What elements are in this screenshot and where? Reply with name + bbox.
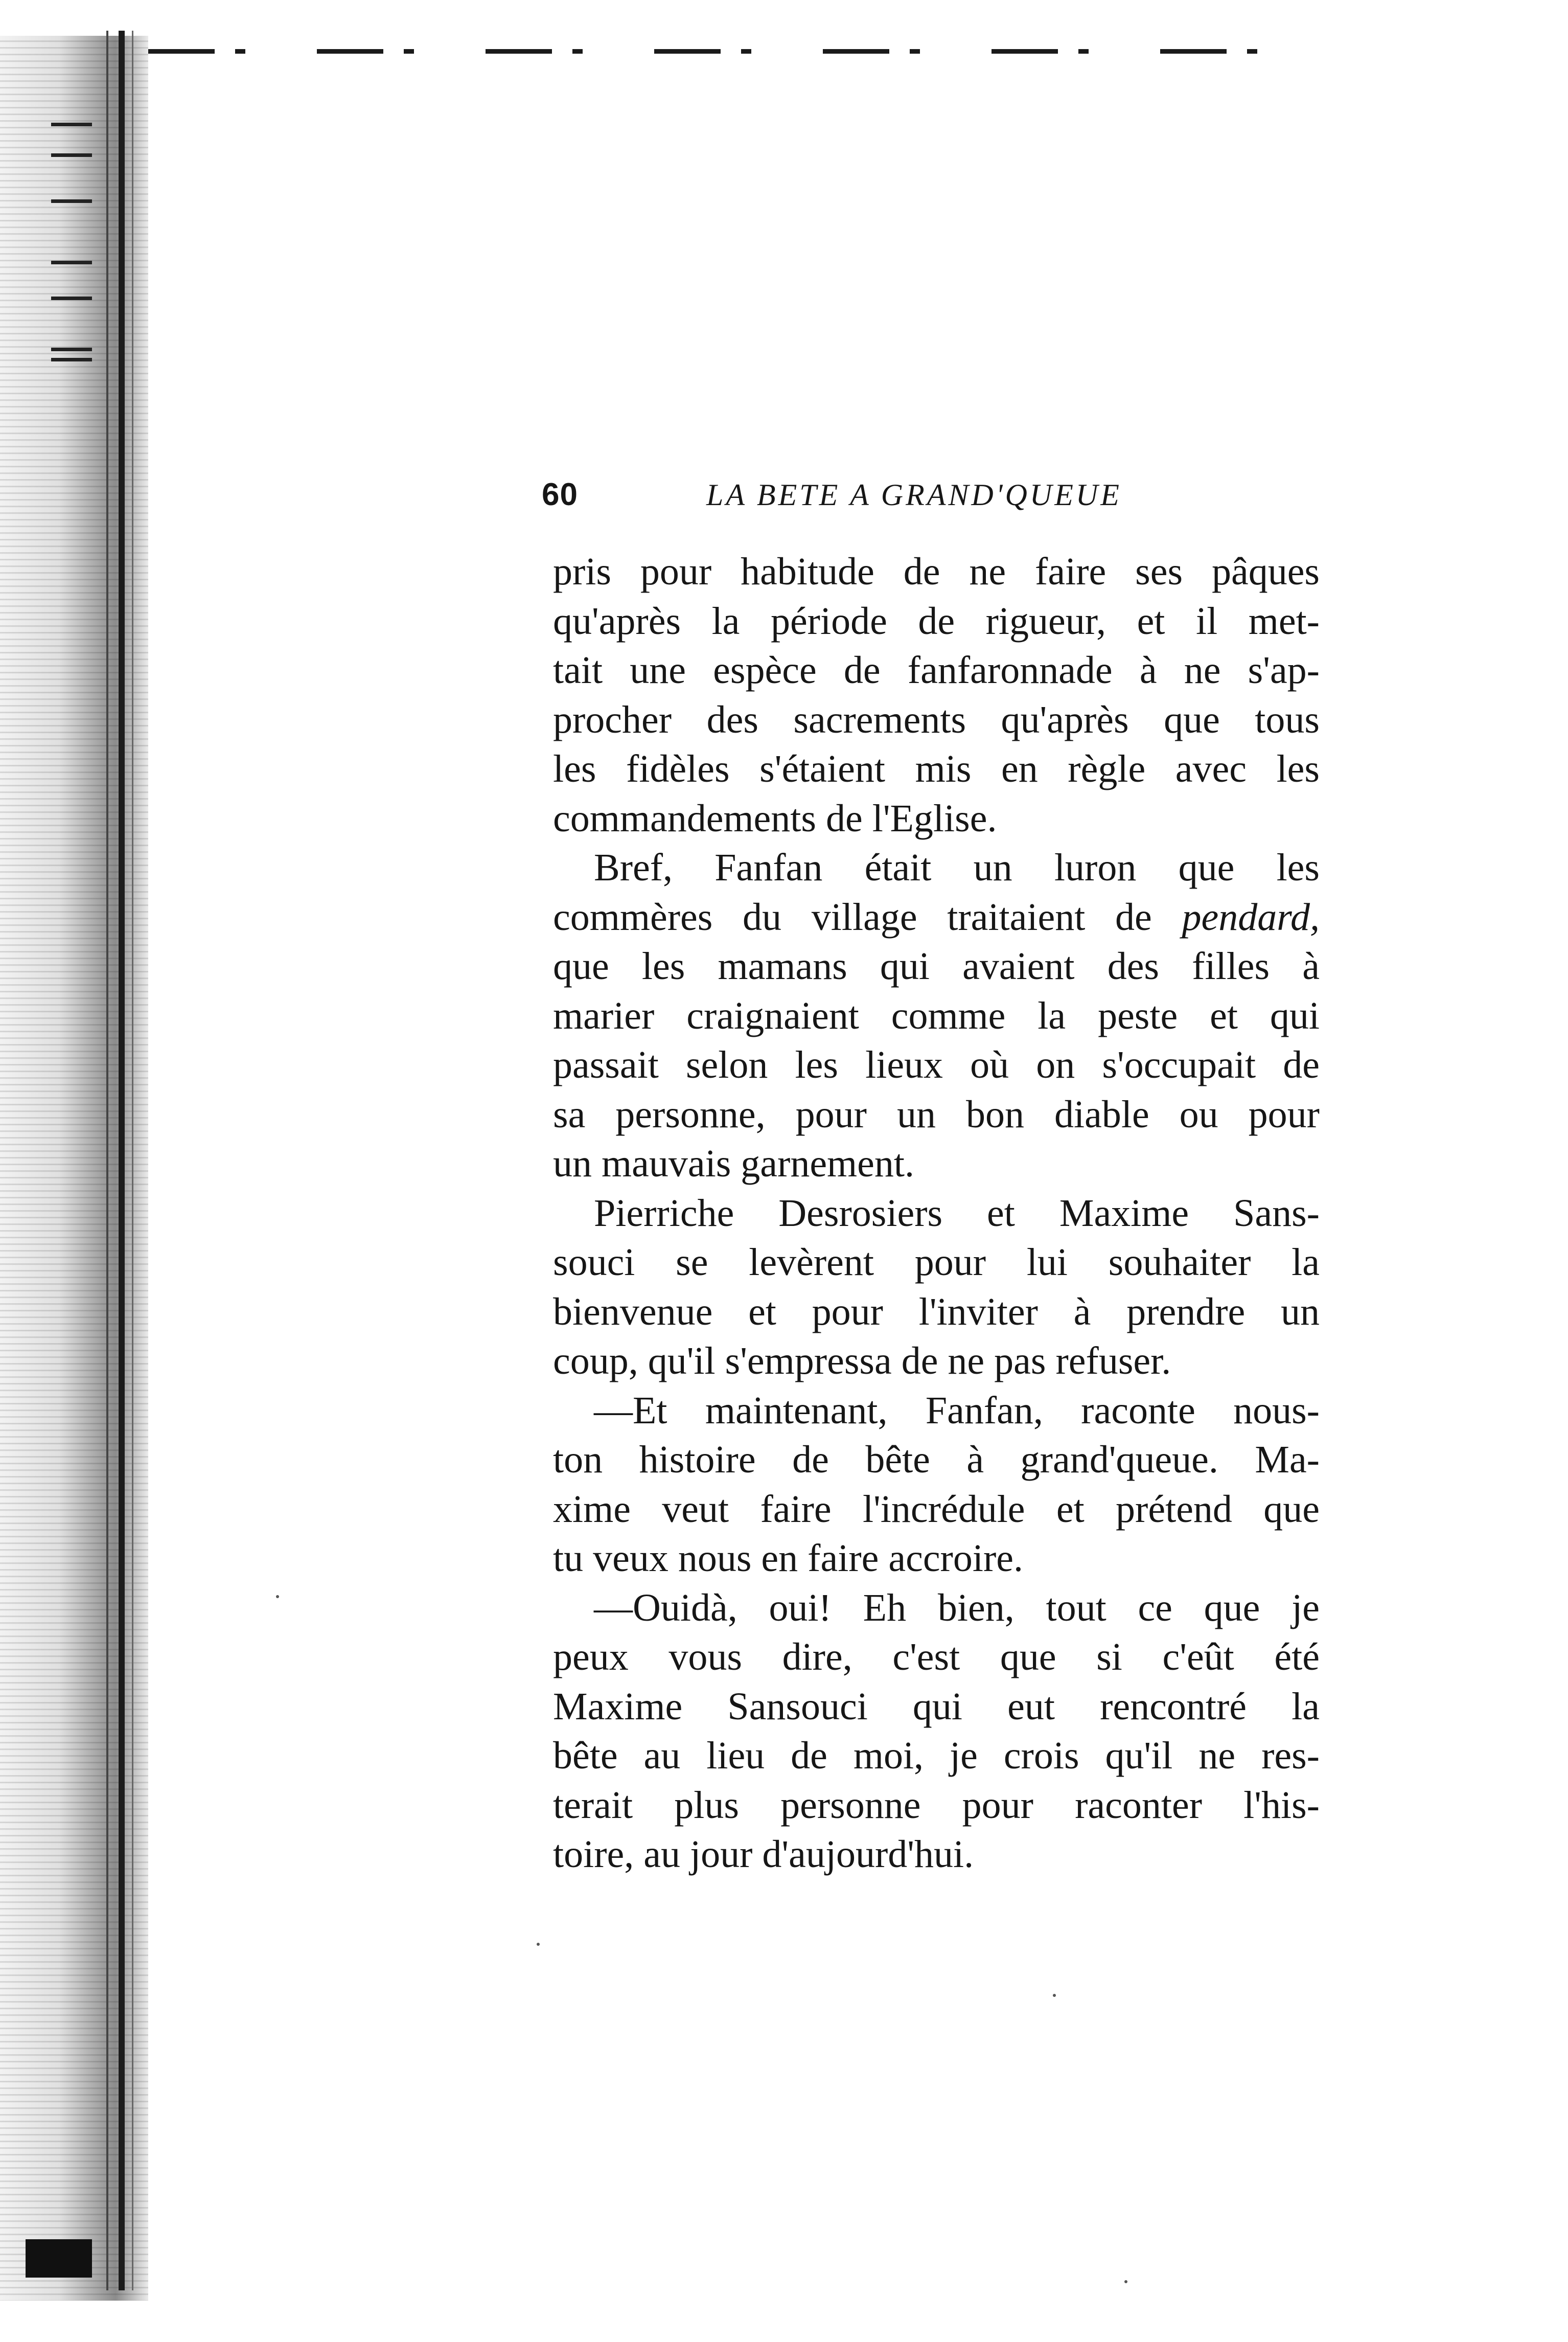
gutter-tick-mark <box>51 297 92 300</box>
gutter-tick-mark <box>51 348 92 351</box>
text-line: sa personne, pour un bon diable ou pour <box>553 1093 1320 1136</box>
text-line: commandements de l'Eglise. <box>553 797 997 840</box>
paragraph-2 <box>553 843 1320 1189</box>
text-line: xime veut faire l'incrédule et prétend que <box>553 1487 1320 1531</box>
text-line: passait selon les lieux où on s'occupait de <box>553 1043 1320 1086</box>
text-line: marier craignaient comme la peste et qui <box>553 994 1320 1037</box>
text-line: bête au lieu de moi, je crois qu'il ne res- <box>553 1734 1320 1777</box>
binding-gutter-shadow <box>0 36 148 2301</box>
page-number: 60 <box>542 477 578 512</box>
text-line: bienvenue et pour l'inviter à prendre un <box>553 1290 1320 1333</box>
text-line: peux vous dire, c'est que si c'eût été <box>553 1635 1320 1678</box>
text-line: procher des sacrements qu'après que tous <box>553 698 1320 741</box>
paragraph-1 <box>553 547 1320 843</box>
text-line: tu veux nous en faire accroire. <box>553 1537 1024 1580</box>
text-line: —Et maintenant, Fanfan, raconte nous- <box>594 1389 1320 1432</box>
text-line: terait plus personne pour raconter l'his- <box>553 1783 1320 1827</box>
emphasis-word: pendard, <box>1182 895 1320 939</box>
scan-speck <box>1053 1994 1056 1997</box>
text-line-with-emphasis <box>553 893 1320 942</box>
text-line: ton histoire de bête à grand'queue. Ma- <box>553 1438 1320 1481</box>
text-line: Pierriche Desrosiers et Maxime Sans- <box>594 1191 1320 1235</box>
scan-speck <box>1124 2280 1127 2283</box>
gutter-tick-mark <box>51 261 92 264</box>
binding-edge-line <box>119 31 125 2290</box>
text-line: tait une espèce de fanfaronnade à ne s'ap- <box>553 649 1320 692</box>
text-line: —Ouidà, oui! Eh bien, tout ce que je <box>594 1586 1320 1629</box>
gutter-tick-mark <box>51 199 92 203</box>
text-line: Bref, Fanfan était un luron que les <box>594 846 1320 889</box>
running-header <box>542 476 1329 519</box>
text-line: que les mamans qui avaient des filles à <box>553 945 1320 988</box>
body-text <box>553 547 1320 1879</box>
scan-speck <box>537 1943 540 1946</box>
scan-speck <box>276 1595 279 1598</box>
paragraph-3 <box>553 1189 1320 1386</box>
text-line: un mauvais garnement. <box>553 1142 915 1185</box>
text-line: Maxime Sansouci qui eut rencontré la <box>553 1685 1320 1728</box>
text-line: les fidèles s'étaient mis en règle avec les <box>553 747 1320 790</box>
text-line: toire, au jour d'aujourd'hui. <box>553 1833 974 1876</box>
gutter-tick-mark <box>51 153 92 157</box>
text-line: souci se levèrent pour lui souhaiter la <box>553 1241 1320 1284</box>
text-line-segment: commères du village traitaient de <box>553 895 1182 939</box>
binding-edge-line-faint <box>132 31 133 2290</box>
binding-foot-mark <box>26 2239 92 2278</box>
paragraph-4 <box>553 1386 1320 1583</box>
text-line: qu'après la période de rigueur, et il met- <box>553 599 1320 643</box>
running-title: LA BETE A GRAND'QUEUE <box>706 478 1122 512</box>
gutter-tick-mark <box>51 123 92 126</box>
text-line: pris pour habitude de ne faire ses pâques <box>553 550 1320 593</box>
gutter-tick-mark <box>51 358 92 361</box>
binding-edge-line-thin <box>106 31 108 2290</box>
top-scan-edge <box>148 49 1273 54</box>
text-line: coup, qu'il s'empressa de ne pas refuser. <box>553 1339 1171 1382</box>
paragraph-5 <box>553 1583 1320 1879</box>
